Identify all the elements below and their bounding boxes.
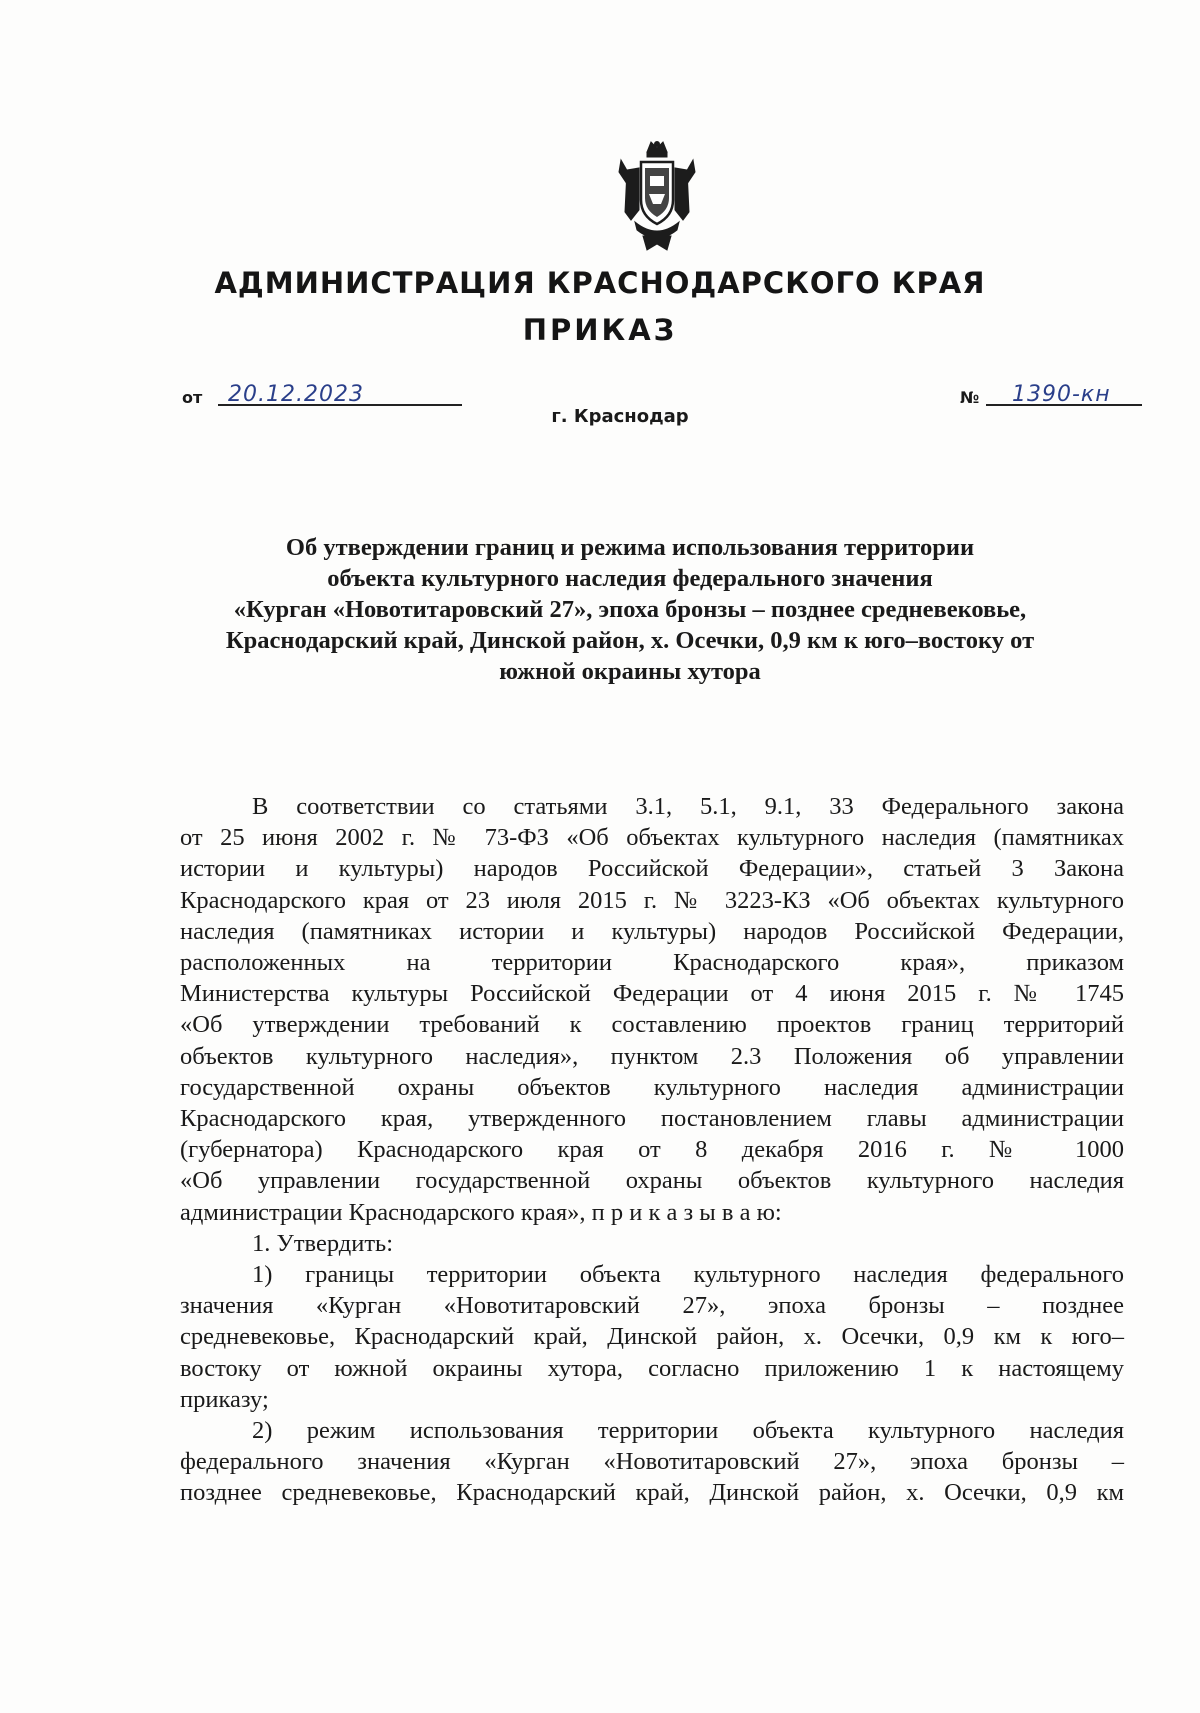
body-line: 1. Утвердить: xyxy=(252,1229,394,1257)
body-line: значения «Курган «Новотитаровский 27», эпоха бронзы – позднее xyxy=(180,1292,1124,1320)
number-value: 1390-кн xyxy=(1012,382,1111,407)
body-line: Краснодарского края от 23 июля 2015 г. № 3223-КЗ «Об объектах культурного xyxy=(180,886,1124,914)
body-line: Министерства культуры Российской Федерации от 4 июня 2015 г. № 1745 xyxy=(180,980,1124,1008)
body-line: от 25 июня 2002 г. № 73-ФЗ «Об объектах культурного наследия (памятниках xyxy=(180,824,1124,852)
title-line: объекта культурного наследия федерального значения xyxy=(327,565,933,592)
body-line: приказу; xyxy=(180,1385,269,1413)
number-label: № xyxy=(960,388,980,407)
body-line: средневековье, Краснодарский край, Динской район, х. Осечки, 0,9 км к юго– xyxy=(180,1323,1124,1351)
document-body xyxy=(180,791,1124,1509)
body-line: наследия (памятниках истории и культуры) народов Российской Федерации, xyxy=(180,917,1124,945)
city: г. Краснодар xyxy=(551,406,689,427)
body-line: 2) режим использования территории объекта культурного наследия xyxy=(252,1417,1124,1445)
title-line: Краснодарский край, Динской район, х. Осечки, 0,9 км к юго–востоку от xyxy=(225,627,1035,654)
body-line: федерального значения «Курган «Новотитаровский 27», эпоха бронзы – xyxy=(180,1448,1124,1476)
body-line: государственной охраны объектов культурного наследия администрации xyxy=(180,1073,1124,1101)
body-line: истории и культуры) народов Российской Федерации», статьей 3 Закона xyxy=(180,855,1124,883)
body-line: Краснодарского края, утвержденного постановлением главы администрации xyxy=(180,1105,1124,1133)
document-title xyxy=(150,532,1110,687)
body-line: расположенных на территории Краснодарского края», приказом xyxy=(180,949,1124,977)
document-type: ПРИКАЗ xyxy=(522,313,678,347)
body-line: 1) границы территории объекта культурного наследия федерального xyxy=(252,1261,1124,1289)
body-line: позднее средневековье, Краснодарский край, Динской район, х. Осечки, 0,9 км xyxy=(180,1479,1124,1507)
coat-of-arms-icon xyxy=(617,140,697,252)
organization-name: АДМИНИСТРАЦИЯ КРАСНОДАРСКОГО КРАЯ xyxy=(214,266,986,300)
body-line: «Об управлении государственной охраны объектов культурного наследия xyxy=(180,1167,1124,1195)
title-line: Об утверждении границ и режима использования территории xyxy=(285,534,975,561)
date-label: от xyxy=(182,388,203,407)
body-line: востоку от южной окраины хутора, согласно приложению 1 к настоящему xyxy=(180,1354,1124,1382)
date-value: 20.12.2023 xyxy=(228,382,364,407)
title-line: «Курган «Новотитаровский 27», эпоха бронзы – позднее средневековье, xyxy=(233,596,1027,623)
body-line: «Об утверждении требований к составлению проектов границ территорий xyxy=(180,1011,1124,1039)
title-line: южной окраины хутора xyxy=(499,658,761,685)
body-line: объектов культурного наследия», пунктом 2.3 Положения об управлении xyxy=(180,1042,1124,1070)
body-line: В соответствии со статьями 3.1, 5.1, 9.1, 33 Федерального закона xyxy=(252,793,1124,820)
body-line: (губернатора) Краснодарского края от 8 декабря 2016 г. № 1000 xyxy=(180,1136,1124,1164)
body-line: администрации Краснодарского края», п р и к а з ы в а ю: xyxy=(180,1198,782,1226)
